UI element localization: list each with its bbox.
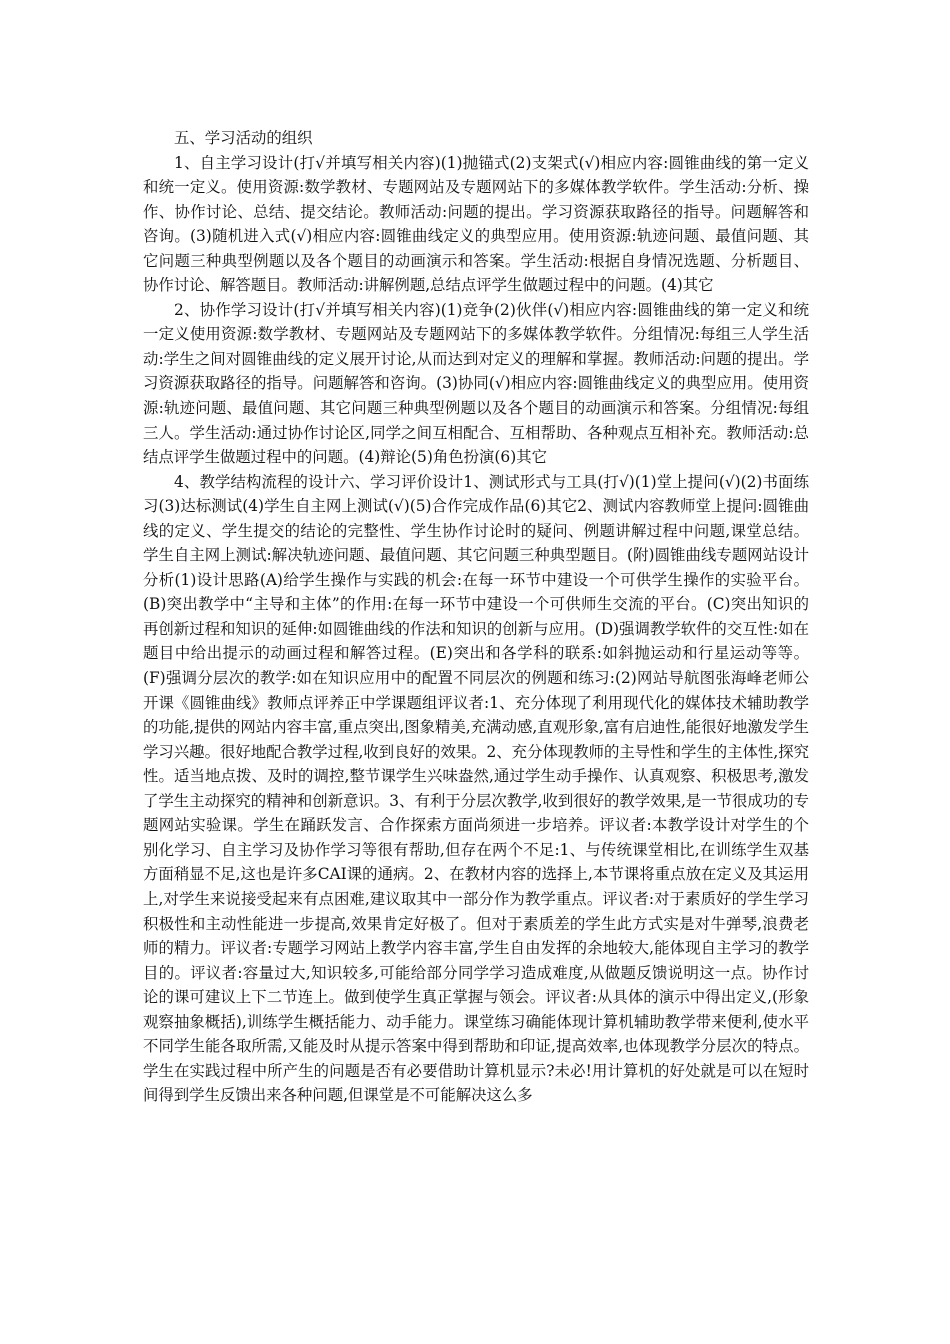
paragraph-collaborative-study: 2、协作学习设计(打√并填写相关内容)(1)竞争(2)伙伴(√)相应内容:圆锥曲线的第一定义和统一定义使用资源:数学教材、专题网站及专题网站下的多媒体教学软件。分组情况:每组三人学生活动:学生之间对圆锥曲线的定义展开讨论,从而达到对定义的理解和掌握。教师活动:问题的提出。学习资源获取路径的指导。问题解答和咨询。(3)协同(√)相应内容:圆锥曲线定义的典型应用。使用资源:轨迹问题、最值问题、其它问题三种典型例题以及各个题目的动画演示和答案。分组情况:每组三人。学生活动:通过协作讨论区,同学之间互相配合、互相帮助、各种观点互相补充。教师活动:总结点评学生做题过程中的问题。(4)辩论(5)角色扮演(6)其它: [143, 300, 809, 467]
paragraph-self-study: 1、自主学习设计(打√并填写相关内容)(1)抛锚式(2)支架式(√)相应内容:圆锥曲线的第一定义和统一定义。使用资源:数学教材、专题网站及专题网站下的多媒体教学软件。学生活动:分析、操作、协作讨论、总结、提交结论。教师活动:问题的提出。学习资源获取路径的指导。问题解答和咨询。(3)随机进入式(√)相应内容:圆锥曲线定义的典型应用。使用资源:轨迹问题、最值问题、其它问题三种典型例题以及各个题目的动画演示和答案。学生活动:根据自身情况选题、分析题目、协作讨论、解答题目。教师活动:讲解例题,总结点评学生做题过程中的问题。(4)其它: [143, 153, 809, 295]
section-heading: 五、学习活动的组织: [174, 129, 313, 147]
paragraph-structure-and-evaluation: 4、教学结构流程的设计六、学习评价设计1、测试形式与工具(打√)(1)堂上提问(√)(2)书面练习(3)达标测试(4)学生自主网上测试(√)(5)合作完成作品(6)其它2、测试内容教师堂上提问:圆锥曲线的定义、学生提交的结论的完整性、学生协作讨论时的疑问、例题讲解过程中问题,课堂总结。学生自主网上测试:解决轨迹问题、最值问题、其它问题三种典型题目。(附)圆锥曲线专题网站设计分析(1)设计思路(A)给学生操作与实践的机会:在每一环节中建设一个可供学生操作的实验平台。(B)突出教学中“主导和主体”的作用:在每一环节中建设一个可供师生交流的平台。(C)突出知识的再创新过程和知识的延伸:如圆锥曲线的作法和知识的创新与应用。(D)强调教学软件的交互性:如在题目中给出提示的动画过程和解答过程。(E)突出和各学科的联系:如斜抛运动和行星运动等等。(F)强调分层次的教学:如在知识应用中的配置不同层次的例题和练习:(2)网站导航图张海峰老师公开课《圆锥曲线》教师点评养正中学课题组评议者:1、充分体现了利用现代化的媒体技术辅助教学的功能,提供的网站内容丰富,重点突出,图象精美,充满动感,直观形象,富有启迪性,能很好地激发学生学习兴趣。很好地配合教学过程,收到良好的效果。2、充分体现教师的主导性和学生的主体性,探究性。适当地点拨、及时的调控,整节课学生兴味盎然,通过学生动手操作、认真观察、积极思考,激发了学生主动探究的精神和创新意识。3、有利于分层次教学,收到很好的教学效果,是一节很成功的专题网站实验课。学生在踊跃发言、合作探索方面尚须进一步培养。评议者:本教学设计对学生的个别化学习、自主学习及协作学习等很有帮助,但存在两个不足:1、与传统课堂相比,在训练学生双基方面稍显不足,这也是许多CAI课的通病。2、在教材内容的选择上,本节课将重点放在定义及其运用上,对学生来说接受起来有点困难,建议取其中一部分作为教学重点。评议者:对于素质好的学生学习积极性和主动性能进一步提高,效果肯定好极了。但对于素质差的学生此方式实是对牛弹琴,浪费老师的精力。评议者:专题学习网站上教学内容丰富,学生自由发挥的余地较大,能体现自主学习的教学目的。评议者:容量过大,知识较多,可能给部分同学学习造成难度,从做题反馈说明这一点。协作讨论的课可建议上下二节连上。做到使学生真正掌握与领会。评议者:从具体的演示中得出定义,(形象观察抽象概括),训练学生概括能力、动手能力。课堂练习确能体现计算机辅助教学带来便利,使水平不同学生能各取所需,又能及时从提示答案中得到帮助和印证,提高效率,也体现教学分层次的特点。学生在实践过程中所产生的问题是否有必要借助计算机显示?未必!用计算机的好处就是可以在短时间得到学生反馈出来各种问题,但课堂是不可能解决这么多: [143, 472, 809, 1105]
document-body: [143, 126, 809, 1108]
